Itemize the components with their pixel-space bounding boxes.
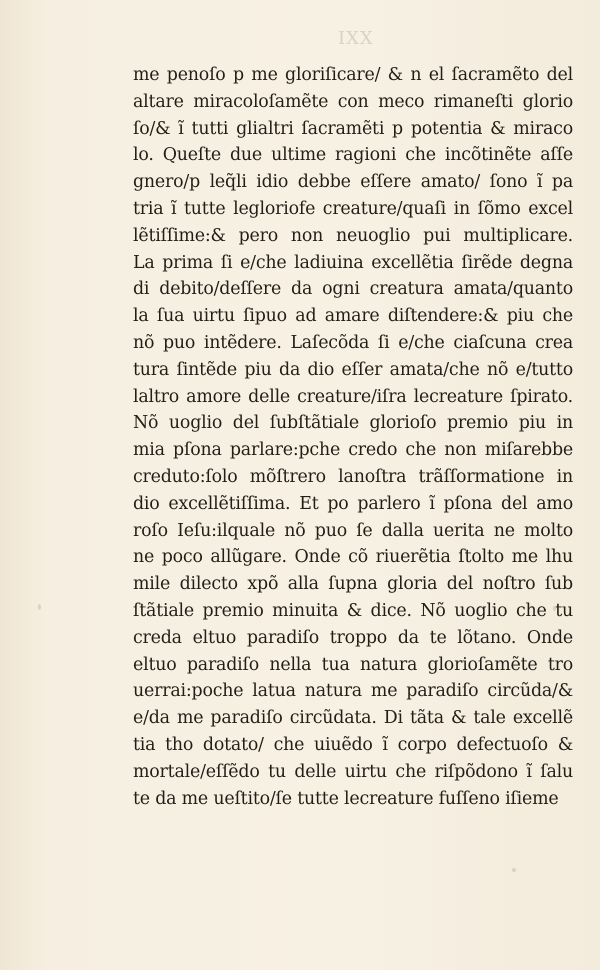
text-line: la ſua uirtu ſipuo ad amare diſtendere:& piu che: [133, 306, 573, 327]
text-line: creduto:ſolo mõſtrero lanoſtra trãſſormatione in: [133, 466, 573, 487]
paper-speck: [38, 604, 41, 610]
text-line: uerrai:poche latua natura me paradiſo circũda/&: [133, 681, 573, 702]
text-line: ne poco allũgare. Onde cõ riuerẽtia ſtolto me lhu: [133, 547, 573, 568]
text-line: creda eltuo paradiſo troppo da te lõtano. Onde: [133, 627, 573, 648]
text-line: mortale/eſſẽdo tu delle uirtu che riſpõdono ĩ ſalu: [133, 761, 573, 782]
text-line: roſo Ieſu:ilquale nõ puo ſe dalla uerita ne molto: [133, 520, 573, 541]
text-line: me penoſo p me gloriſicare/ & n el ſacramẽto del: [133, 65, 573, 85]
text-line: te da me ueſtito/ſe tutte lecreature fuſſeno iſieme: [133, 788, 559, 809]
text-line: lo. Queſte due ultime ragioni che incõtinẽte aſſe: [133, 145, 573, 166]
text-line: Nõ uoglio del ſubſtãtiale glorioſo premio piu in: [133, 413, 573, 434]
text-line: di debito/deſſere da ogni creatura amata/quanto: [133, 279, 573, 300]
text-line: ſo/& ĩ tutti glialtri ſacramẽti p potentia & miraco: [133, 118, 573, 139]
text-line: mia pſona parlare:pche credo che non miſarebbe: [133, 440, 573, 461]
text-line: tria ĩ tutte legloriofe creature/quaſi in ſõmo excel: [133, 198, 573, 219]
text-line: tura ſintẽde piu da dio eſſer amata/che nõ e/tutto: [133, 359, 573, 380]
text-line: mile dilecto xpõ alla ſupna gloria del noſtro ſub: [133, 574, 573, 595]
body-text: [133, 62, 573, 812]
text-line: eltuo paradiſo nella tua natura glorioſamẽte tro: [133, 654, 573, 675]
paper-speck: [512, 868, 516, 872]
text-line: e/da me paradiſo circũdata. Di tãta & tale excellẽ: [133, 708, 573, 729]
folio-number: IXX: [338, 28, 374, 49]
text-line: ſtãtiale premio minuita & dice. Nõ uoglio che tu: [133, 600, 573, 621]
text-line: laltro amore delle creature/iſra lecreature ſpirato.: [133, 386, 573, 407]
text-line: La prima ſi e/che ladiuina excellẽtia ſirẽde degna: [133, 252, 573, 273]
text-line: altare miracoloſamẽte con meco rimaneſti glorio: [133, 91, 573, 112]
text-line: dio excellẽtiſſima. Et po parlero ĩ pſona del amo: [133, 493, 573, 514]
text-line: lẽtiſſime:& pero non neuoglio pui multiplicare.: [133, 225, 573, 246]
text-line: gnero/p leq̃li idio debbe eſſere amato/ ſono ĩ pa: [133, 172, 573, 193]
text-line: nõ puo intẽdere. Laſecõda ſi e/che ciaſcuna crea: [133, 332, 573, 353]
text-line: tia tho dotato/ che uiuẽdo ĩ corpo defectuoſo &: [133, 734, 573, 755]
